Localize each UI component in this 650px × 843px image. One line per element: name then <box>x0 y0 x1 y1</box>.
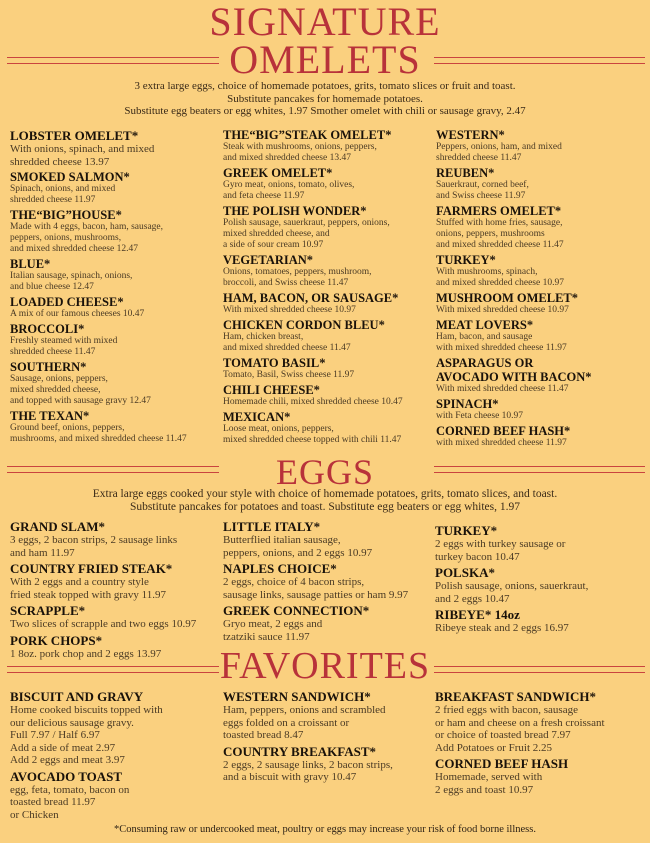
menu-item-description: Two slices of scrapple and two eggs 10.97 <box>10 618 197 630</box>
menu-item-description: 1 8oz. pork chop and 2 eggs 13.97 <box>10 647 162 660</box>
menu-item-name: LOBSTER OMELET* <box>10 128 139 143</box>
menu-item-description: With 2 eggs and a country style <box>10 576 149 588</box>
menu-item <box>435 756 605 796</box>
food-safety-disclaimer: *Consuming raw or undercooked meat, poultry or eggs may increase your risk of food borne illness. <box>114 824 536 835</box>
menu-item <box>10 128 187 168</box>
menu-item-description: Butterflied italian sausage, <box>223 534 341 546</box>
menu-item-description: 2 eggs and toast 10.97 <box>435 783 534 796</box>
menu-item-description: Freshly steamed with mixed <box>10 336 118 346</box>
menu-item-description: with mixed shredded cheese 11.97 <box>436 343 567 353</box>
menu-item-description: shredded cheese 13.97 <box>10 155 110 168</box>
eggs-intro <box>0 488 650 514</box>
menu-item-description: Tomato, Basil, Swiss cheese 11.97 <box>223 370 355 380</box>
menu-item-description: Peppers, onions, ham, and mixed <box>436 142 562 152</box>
menu-item-description: with Feta cheese 10.97 <box>436 411 524 421</box>
menu-item-description: With mushrooms, spinach, <box>436 267 538 277</box>
intro-line: 3 extra large eggs, choice of homemade potatoes, grits, tomato slices or fruit and toast. <box>134 80 516 92</box>
menu-item-description: and ham 11.97 <box>10 546 75 559</box>
menu-item <box>436 318 592 354</box>
eggs-column-2 <box>223 519 408 645</box>
menu-item-description: Made with 4 eggs, bacon, ham, sausage, <box>10 222 164 232</box>
menu-item-name: MUSHROOM OMELET* <box>436 291 579 305</box>
menu-item-description: or Chicken <box>10 808 59 821</box>
menu-item-name: HAM, BACON, OR SAUSAGE* <box>223 291 399 305</box>
menu-item-description: With onions, spinach, and mixed <box>10 143 155 155</box>
menu-item-name: CORNED BEEF HASH* <box>436 424 571 438</box>
divider-right <box>434 666 645 673</box>
menu-item-description: broccoli, and Swiss cheese 11.47 <box>223 278 349 288</box>
menu-item-description: Full 7.97 / Half 6.97 <box>10 729 100 741</box>
divider-right <box>434 466 645 473</box>
menu-item-description: Polish sausage, onions, sauerkraut, <box>435 580 589 592</box>
menu-item-description: Ground beef, onions, peppers, <box>10 423 125 433</box>
menu-item-name: LITTLE ITALY* <box>223 519 321 534</box>
menu-item <box>10 322 187 358</box>
menu-item <box>223 603 408 643</box>
menu-item-description: Stuffed with home fries, sausage, <box>436 218 563 228</box>
menu-item-description: mixed shredded cheese, and <box>223 229 330 239</box>
menu-item <box>436 166 592 202</box>
menu-item-description: tzatziki sauce 11.97 <box>223 630 310 643</box>
menu-item <box>10 769 163 822</box>
menu-item <box>223 561 408 601</box>
menu-item-description: Gyro meat, onions, tomato, olives, <box>223 180 355 190</box>
menu-item-description: Italian sausage, spinach, onions, <box>10 271 133 281</box>
menu-item-description: shredded cheese 11.47 <box>436 153 522 163</box>
menu-item-description: Gryo meat, 2 eggs and <box>223 618 323 630</box>
menu-item-name: WESTERN* <box>436 128 505 142</box>
menu-item-description: peppers, onions, and 2 eggs 10.97 <box>223 546 373 559</box>
menu-item-name: MEAT LOVERS* <box>436 318 534 332</box>
omelets-column-1 <box>10 128 187 447</box>
menu-item <box>10 409 187 445</box>
menu-item <box>10 561 196 601</box>
menu-item-name: AVOCADO WITH BACON* <box>436 370 592 384</box>
divider-left <box>7 57 219 64</box>
menu-item-name: WESTERN SANDWICH* <box>223 689 371 704</box>
eggs-title: EGGS <box>275 452 374 492</box>
menu-item-description: A mix of our famous cheeses 10.47 <box>10 309 145 319</box>
menu-item-name: LOADED CHEESE* <box>10 295 124 309</box>
favorites-column-3 <box>435 689 605 798</box>
menu-item-name: FARMERS OMELET* <box>436 204 562 218</box>
menu-item-description: fried steak topped with gravy 11.97 <box>10 588 166 601</box>
menu-item-description: 3 eggs, 2 bacon strips, 2 sausage links <box>10 534 178 546</box>
menu-item-description: With mixed shredded cheese 10.97 <box>436 305 569 315</box>
menu-item <box>223 519 408 559</box>
menu-item <box>436 128 592 164</box>
menu-item-description: peppers, onions, mushrooms, <box>10 233 122 243</box>
menu-item <box>436 424 592 449</box>
menu-item-description: a side of sour cream 10.97 <box>223 240 324 250</box>
menu-item-description: and mixed shredded cheese 11.47 <box>223 343 351 353</box>
menu-item <box>223 253 403 289</box>
menu-item-description: and blue cheese 12.47 <box>10 282 94 292</box>
menu-item-description: Add a side of meat 2.97 <box>10 741 116 754</box>
menu-item <box>223 291 403 316</box>
menu-item-description: or choice of toasted bread 7.97 <box>435 729 571 741</box>
menu-item-description: onions, peppers, mushrooms <box>436 229 545 239</box>
menu-item-description: and mixed shredded cheese 13.47 <box>223 153 351 163</box>
menu-item-description: or ham and cheese on a fresh croissant <box>435 716 605 729</box>
menu-item-name: SOUTHERN* <box>10 360 87 374</box>
menu-item-description: with mixed shredded cheese 11.97 <box>436 438 567 448</box>
menu-item-name: COUNTRY BREAKFAST* <box>223 743 377 759</box>
menu-item-description: turkey bacon 10.47 <box>435 550 520 563</box>
menu-item <box>223 128 403 164</box>
menu-item-description: Add Potatoes or Fruit 2.25 <box>435 741 553 754</box>
menu-item <box>436 397 592 422</box>
menu-item-description: Homemade chili, mixed shredded cheese 10.47 <box>223 397 403 407</box>
menu-item <box>223 204 403 251</box>
menu-item-name: MEXICAN* <box>223 410 291 424</box>
menu-item-description: Ham, peppers, onions and scrambled <box>223 704 386 716</box>
menu-item-description: With mixed shredded cheese 10.97 <box>223 305 356 315</box>
menu-item-description: and topped with sausage gravy 12.47 <box>10 396 151 406</box>
menu-item-description: and mixed shredded cheese 10.97 <box>436 278 564 288</box>
intro-line: Substitute egg beaters or egg whites, 1.97 Smother omelet with chili or sausage gravy, 2.47 <box>124 105 526 117</box>
menu-item-name: NAPLES CHOICE* <box>223 561 337 576</box>
menu-item-description: toasted bread 11.97 <box>10 796 96 808</box>
omelets-column-3 <box>436 128 592 451</box>
menu-item-description: 2 eggs with turkey sausage or <box>435 538 566 550</box>
omelets-intro <box>0 80 650 118</box>
menu-item-name: PORK CHOPS* <box>10 632 103 648</box>
eggs-column-3 <box>435 523 588 637</box>
menu-item-name: THE TEXAN* <box>10 409 90 423</box>
menu-item-description: Home cooked biscuits topped with <box>10 704 163 716</box>
menu-item-description: and Swiss cheese 11.97 <box>436 191 526 201</box>
eggs-column-1 <box>10 519 196 662</box>
menu-item-name: TOMATO BASIL* <box>223 356 326 370</box>
menu-item <box>436 204 592 251</box>
menu-item <box>436 291 592 316</box>
menu-item-name: TURKEY* <box>436 253 496 267</box>
menu-item-description: shredded cheese 11.47 <box>10 347 96 357</box>
menu-item-description: Sausage, onions, peppers, <box>10 374 108 384</box>
menu-item-name: ASPARAGUS OR <box>436 356 534 370</box>
menu-item <box>435 689 605 754</box>
menu-item-description: toasted bread 8.47 <box>223 729 304 741</box>
menu-item-name: BLUE* <box>10 257 51 271</box>
menu-item-description: mixed shredded cheese, <box>10 385 101 395</box>
menu-item-description: With mixed shredded cheese 11.47 <box>436 384 569 394</box>
menu-item-description: Homemade, served with <box>435 771 543 783</box>
menu-item-description: Onions, tomatoes, peppers, mushroom, <box>223 267 372 277</box>
menu-item-name: POLSKA* <box>435 565 495 580</box>
menu-item <box>436 253 592 289</box>
menu-item <box>435 523 588 563</box>
menu-item-description: Sauerkraut, corned beef, <box>436 180 529 190</box>
menu-item-name: GRAND SLAM* <box>10 519 105 534</box>
menu-item-name: SCRAPPLE* <box>10 603 86 618</box>
menu-item-description: our delicious sausage gravy. <box>10 716 134 729</box>
menu-item-name: THE“BIG”STEAK OMELET* <box>223 128 392 142</box>
menu-item <box>10 257 187 293</box>
menu-item-description: and 2 eggs 10.47 <box>435 592 510 605</box>
menu-item <box>10 689 163 767</box>
menu-item-name: SPINACH* <box>436 397 499 411</box>
menu-item <box>10 170 187 206</box>
menu-item-name: THE“BIG”HOUSE* <box>10 208 122 222</box>
menu-item-description: 2 eggs, choice of 4 bacon strips, <box>223 576 365 588</box>
menu-item-description: Steak with mushrooms, onions, peppers, <box>223 142 377 152</box>
menu-item-description: 2 eggs, 2 sausage links, 2 bacon strips, <box>223 758 393 771</box>
menu-item-name: GREEK OMELET* <box>223 166 333 180</box>
menu-item-description: and mixed shredded cheese 11.47 <box>436 240 564 250</box>
menu-item-description: and a biscuit with gravy 10.47 <box>223 771 357 783</box>
intro-line: Extra large eggs cooked your style with choice of homemade potatoes, grits, tomato slices, and toast. <box>92 488 558 500</box>
favorites-column-2 <box>223 689 393 786</box>
menu-item-description: egg, feta, tomato, bacon on <box>10 783 130 796</box>
menu-item <box>223 166 403 202</box>
menu-item <box>223 356 403 381</box>
menu-item-description: eggs folded on a croissant or <box>223 716 350 729</box>
favorites-column-1 <box>10 689 163 823</box>
menu-item-description: Ham, bacon, and sausage <box>436 332 533 342</box>
menu-item <box>10 603 196 631</box>
menu-item-description: Add 2 eggs and meat 3.97 <box>10 754 125 766</box>
menu-item <box>10 295 187 320</box>
menu-item-name: CHILI CHEESE* <box>223 383 320 397</box>
menu-item-name: AVOCADO TOAST <box>10 768 123 784</box>
menu-item-description: and feta cheese 11.97 <box>223 191 305 201</box>
menu-item <box>10 519 196 559</box>
menu-item-name: THE POLISH WONDER* <box>223 204 367 218</box>
menu-item <box>223 410 403 446</box>
menu-item <box>223 383 403 408</box>
menu-item-name: CHICKEN CORDON BLEU* <box>223 318 385 332</box>
divider-right <box>434 57 645 64</box>
menu-item-name: BISCUIT AND GRAVY <box>10 689 144 704</box>
omelets-column-2 <box>223 128 403 448</box>
menu-item-description: mushrooms, and mixed shredded cheese 11.47 <box>10 434 187 444</box>
menu-item-description: and mixed shredded cheese 12.47 <box>10 244 138 254</box>
menu-item-description: sausage links, sausage patties or ham 9.97 <box>223 588 409 601</box>
menu-item-description: Spinach, onions, and mixed <box>10 184 116 194</box>
menu-item-name: SMOKED SALMON* <box>10 170 130 184</box>
menu-item <box>223 744 393 784</box>
omelets-title-line2: OMELETS <box>229 37 421 82</box>
menu-item-description: Ham, chicken breast, <box>223 332 304 342</box>
menu-item <box>436 356 592 395</box>
menu-item-description: Loose meat, onions, peppers, <box>223 424 334 434</box>
intro-line: Substitute pancakes for homemade potatoes. <box>227 92 423 105</box>
menu-item <box>10 208 187 255</box>
intro-line: Substitute pancakes for potatoes and toast. Substitute egg beaters or egg whites, 1.97 <box>130 501 520 513</box>
omelets-title-line1: SIGNATURE <box>209 0 441 44</box>
menu-item-name: TURKEY* <box>435 523 498 538</box>
menu-item <box>223 318 403 354</box>
menu-item-name: BREAKFAST SANDWICH* <box>435 689 596 704</box>
menu-item-name: CORNED BEEF HASH <box>435 756 569 771</box>
menu-item-name: RIBEYE* 14oz <box>435 607 520 622</box>
menu-item-description: Polish sausage, sauerkraut, peppers, onions, <box>223 218 390 228</box>
menu-item-description: Ribeye steak and 2 eggs 16.97 <box>435 622 569 634</box>
menu-item <box>435 565 588 605</box>
menu-item <box>435 607 588 635</box>
menu-item-name: REUBEN* <box>436 166 495 180</box>
menu-item <box>223 689 393 742</box>
favorites-title: FAVORITES <box>219 645 431 687</box>
menu-item <box>10 360 187 407</box>
menu-item-name: BROCCOLI* <box>10 322 85 336</box>
menu-item-name: COUNTRY FRIED STEAK* <box>10 561 173 576</box>
menu-item-description: 2 fried eggs with bacon, sausage <box>435 704 578 716</box>
menu-item-description: mixed shredded cheese topped with chili 11.47 <box>223 435 402 445</box>
menu-item-description: shredded cheese 11.97 <box>10 195 96 205</box>
menu-item-name: GREEK CONNECTION* <box>223 603 370 618</box>
menu-item-name: VEGETARIAN* <box>223 253 314 267</box>
